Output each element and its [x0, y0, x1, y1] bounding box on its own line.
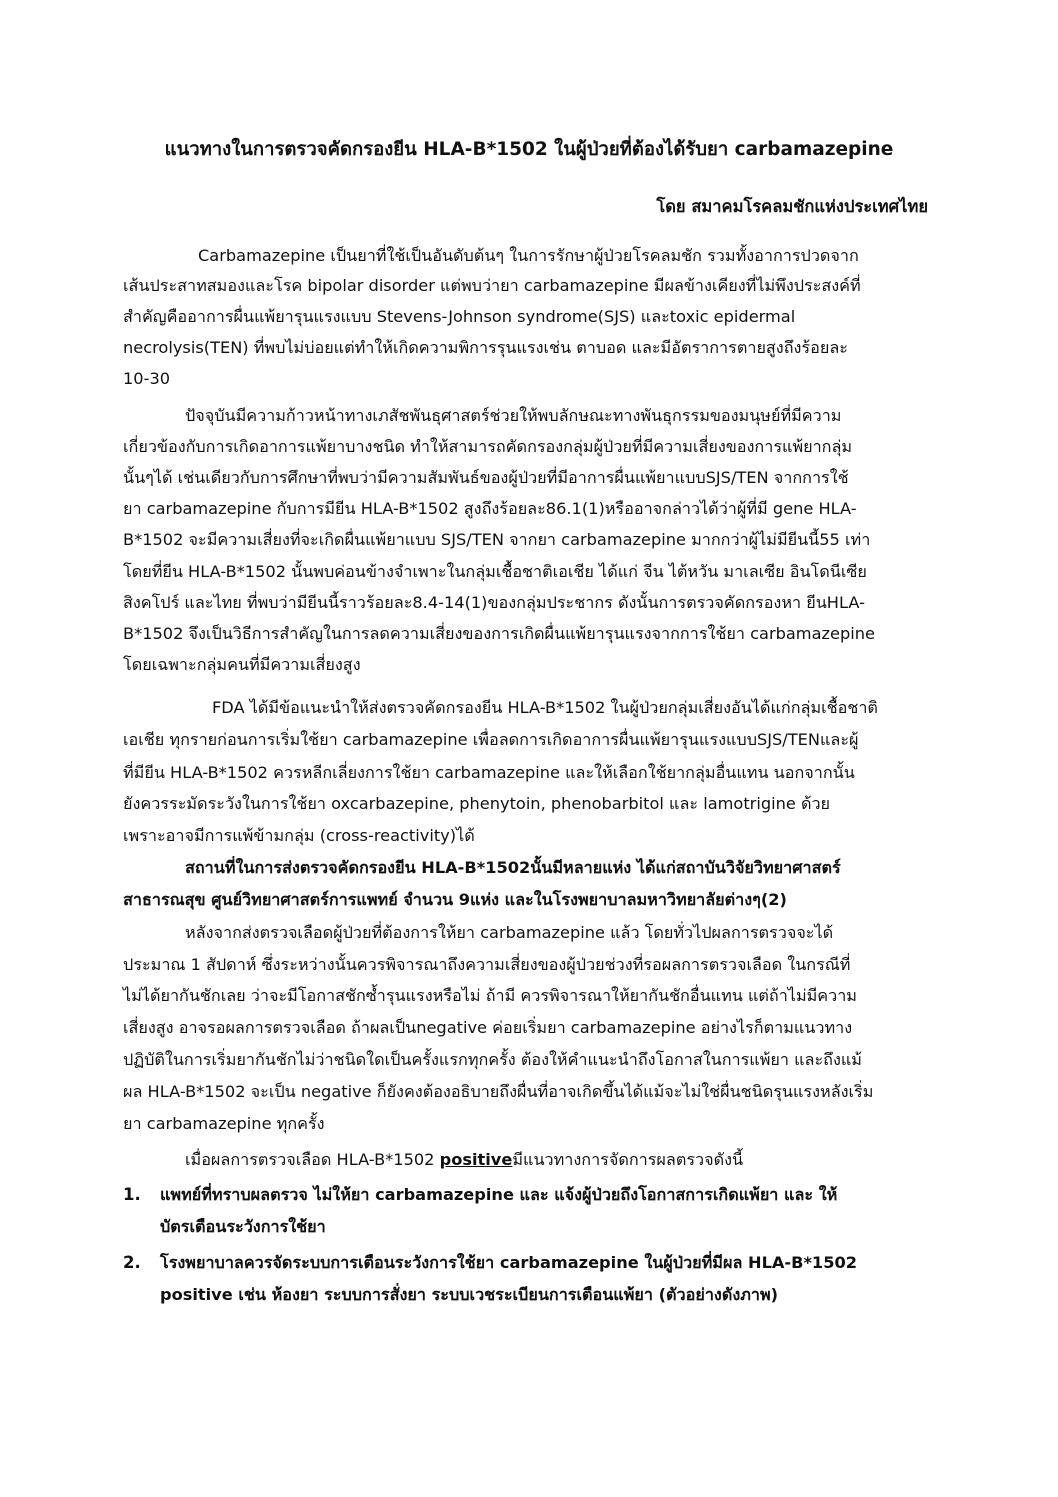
paragraph-line-bold: สถานที่ในการส่งตรวจคัดกรองยีน HLA-B*1502นั้นมีหลายแห่ง ได้แก่สถาบันวิจัยวิทยาศาสตร์	[185, 858, 841, 877]
paragraph-line: B*1502 จะมีความเสี่ยงที่จะเกิดผื่นแพ้ยาแบบ SJS/TEN จากยา carbamazepine มากกว่าผู้ไม่มียีนนี้55 เท่า	[123, 530, 871, 549]
paragraph-line: เพราะอาจมีการแพ้ข้ามกลุ่ม (cross-reactivity)ได้	[123, 826, 475, 845]
paragraph-line: Carbamazepine เป็นยาที่ใช้เป็นอันดับต้นๆ ในการรักษาผู้ป่วยโรคลมชัก รวมทั้งอาการปวดจาก	[198, 246, 859, 265]
paragraph-line: เสี่ยงสูง อาจรอผลการตรวจเลือด ถ้าผลเป็นnegative ค่อยเริ่มยา carbamazepine อย่างไรก็ตามแนวทาง	[123, 1018, 853, 1037]
list-item-line: positive เช่น ห้องยา ระบบการสั่งยา ระบบเวชระเบียนการเตือนแพ้ยา (ตัวอย่างดังภาพ)	[160, 1285, 779, 1304]
paragraph-line: ประมาณ 1 สัปดาห์ ซึ่งระหว่างนั้นควรพิจารณาถึงความเสี่ยงของผู้ป่วยช่วงที่รอผลการตรวจเลือด ในกรณีที่	[123, 955, 851, 974]
paragraph-line: ที่มียีน HLA-B*1502 ควรหลีกเลี่ยงการใช้ยา carbamazepine และให้เลือกใช้ยากลุ่มอื่นแทน นอกจากนั้น	[123, 763, 855, 782]
paragraph-line: B*1502 จึงเป็นวิธีการสำคัญในการลดความเสี่ยงของการเกิดผื่นแพ้ยารุนแรงจากการใช้ยา carbamazepine	[123, 624, 875, 643]
paragraph-line: หลังจากส่งตรวจเลือดผู้ป่วยที่ต้องการให้ยา carbamazepine แล้ว โดยทั่วไปผลการตรวจจะได้	[185, 923, 834, 942]
paragraph-text: เมื่อผลการตรวจเลือด HLA-B*1502	[185, 1150, 440, 1169]
author-byline: โดย สมาคมโรคลมชักแห่งประเทศไทย	[656, 197, 928, 216]
paragraph-line: ผล HLA-B*1502 จะเป็น negative ก็ยังคงต้องอธิบายถึงผื่นที่อาจเกิดขึ้นได้แม้จะไม่ใช่ผื่นชนิดรุนแรงหลังเริ่ม	[123, 1082, 874, 1101]
list-number: 1.	[123, 1185, 141, 1204]
paragraph-line: ยังควรระมัดระวังในการใช้ยา oxcarbazepine, phenytoin, phenobarbitol และ lamotrigine ด้วย	[123, 794, 831, 813]
list-item-line: แพทย์ที่ทราบผลตรวจ ไม่ให้ยา carbamazepine และ แจ้งผู้ป่วยถึงโอกาสการเกิดแพ้ยา และ ให้	[160, 1185, 838, 1204]
paragraph-line: necrolysis(TEN) ที่พบไม่บ่อยแต่ทำให้เกิดความพิการรุนแรงเช่น ตาบอด และมีอัตราการตายสูงถึงร้อยละ	[123, 338, 848, 357]
list-item-line: โรงพยาบาลควรจัดระบบการเตือนระวังการใช้ยา carbamazepine ในผู้ป่วยที่มีผล HLA-B*1502	[160, 1253, 857, 1272]
paragraph-line: ไม่ได้ยากันชักเลย ว่าจะมีโอกาสชักซ้ำรุนแรงหรือไม่ ถ้ามี ควรพิจารณาให้ยากันชักอื่นแทน แต่ถ้าไม่มีความ	[123, 986, 857, 1005]
paragraph-line: เส้นประสาทสมองและโรค bipolar disorder แต่พบว่ายา carbamazepine มีผลข้างเคียงที่ไม่พึงประสงค์ที่	[123, 276, 861, 295]
paragraph-line: เกี่ยวข้องกับการเกิดอาการแพ้ยาบางชนิด ทำให้สามารถคัดกรองกลุ่มผู้ป่วยที่มีความเสี่ยงของการแพ้ยากลุ่ม	[123, 437, 853, 456]
list-number: 2.	[123, 1253, 141, 1272]
list-item-line: บัตรเตือนระวังการใช้ยา	[160, 1217, 326, 1236]
paragraph-line: FDA ได้มีข้อแนะนำให้ส่งตรวจคัดกรองยีน HLA-B*1502 ในผู้ป่วยกลุ่มเสี่ยงอันได้แก่กลุ่มเชื้อชาติ	[212, 698, 878, 717]
paragraph-line: 10-30	[123, 369, 171, 388]
paragraph-line: นั้นๆได้ เช่นเดียวกับการศึกษาที่พบว่ามีความสัมพันธ์ของผู้ป่วยที่มีอาการผื่นแพ้ยาแบบSJS/TEN จากการใช้	[123, 468, 849, 487]
document-title: แนวทางในการตรวจคัดกรองยีน HLA-B*1502 ในผู้ป่วยที่ต้องได้รับยา carbamazepine	[164, 139, 894, 160]
positive-emphasis: positive	[439, 1150, 513, 1169]
paragraph-line: โดยที่ยีน HLA-B*1502 นั้นพบค่อนข้างจำเพาะในกลุ่มเชื้อชาติเอเชีย ได้แก่ จีน ไต้หวัน มาเลเซีย อินโดนีเซีย	[123, 562, 867, 581]
paragraph-text: มีแนวทางการจัดการผลตรวจดังนี้	[512, 1150, 744, 1169]
paragraph-line: สิงคโปร์ และไทย ที่พบว่ามียีนนี้ราวร้อยละ8.4-14(1)ของกลุ่มประชากร ดังนั้นการตรวจคัดกรองหา ยีนHLA-	[123, 593, 865, 612]
paragraph-line: สำคัญคืออาการผื่นแพ้ยารุนแรงแบบ Stevens-Johnson syndrome(SJS) และtoxic epidermal	[123, 307, 796, 326]
paragraph-line-bold: สาธารณสุข ศูนย์วิทยาศาสตร์การแพทย์ จำนวน 9แห่ง และในโรงพยาบาลมหาวิทยาลัยต่างๆ(2)	[123, 890, 787, 909]
paragraph-line: ปัจจุบันมีความก้าวหน้าทางเภสัชพันธุศาสตร์ช่วยให้พบลักษณะทางพันธุกรรมของมนุษย์ที่มีความ	[185, 406, 842, 425]
paragraph-line: ยา carbamazepine ทุกครั้ง	[123, 1114, 325, 1133]
paragraph-line: ปฏิบัติในการเริ่มยากันชักไม่ว่าชนิดใดเป็นครั้งแรกทุกครั้ง ต้องให้คำแนะนำถึงโอกาสในการแพ้ยา และถึงแม้	[123, 1050, 862, 1069]
paragraph-line: เอเชีย ทุกรายก่อนการเริ่มใช้ยา carbamazepine เพื่อลดการเกิดอาการผื่นแพ้ยารุนแรงแบบSJS/TENและผู้	[123, 730, 859, 749]
paragraph-line	[185, 1145, 743, 1175]
paragraph-line: ยา carbamazepine กับการมียีน HLA-B*1502 สูงถึงร้อยละ86.1(1)หรืออาจกล่าวได้ว่าผู้ที่มี gene HLA-	[123, 499, 857, 518]
paragraph-line: โดยเฉพาะกลุ่มคนที่มีความเสี่ยงสูง	[123, 655, 361, 674]
